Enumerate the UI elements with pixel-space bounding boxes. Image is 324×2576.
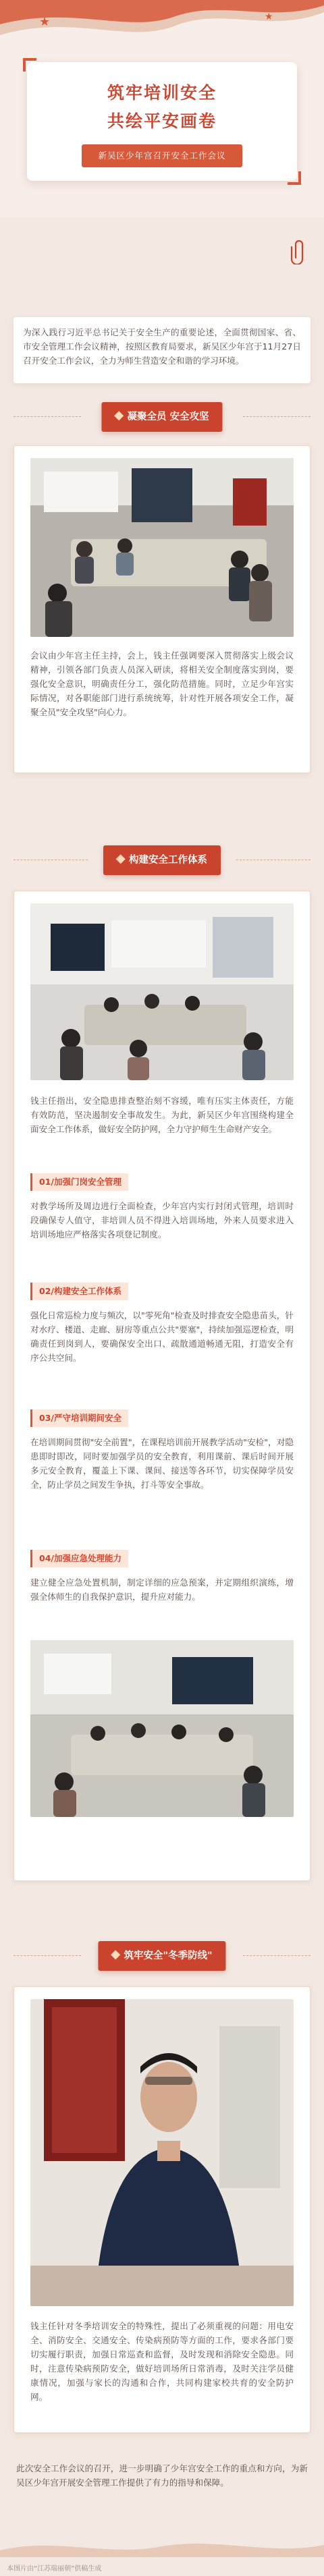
page-title-line1: 筑牢培训安全 <box>107 83 217 103</box>
section-heading-text: 构建安全工作体系 <box>129 855 207 866</box>
subheading-text: 强化日常巡检力度与频次，以"零死角"检查及时排查安全隐患苗头，针对水疗、楼道、走廊、厨房等重点公共"要塞"，持续加强巡逻检查，明确责任到岗到人，要确保安全出口、疏散通道畅通无阻，打造安全有序公共空间。 <box>30 1310 294 1363</box>
image-source-note: 本图片由“江苏瑞丽朝”供稿生成 <box>7 2565 102 2573</box>
page-subtitle: 新吴区少年宫召开安全工作会议 <box>82 144 242 167</box>
section-label-1 <box>0 402 324 432</box>
section-heading <box>98 1941 225 1971</box>
meeting-photo <box>30 1640 294 1817</box>
subheading-03: 03/严守培训期间安全 <box>30 1409 128 1427</box>
subheading-text: 对教学场所及周边进行全面检查，少年宫内实行封闭式管理，培训时段确保专人值守，非培训人员不得进入培训场地，外来人员要求进入培训场地应严格落实各项登记制度。 <box>30 1201 294 1239</box>
subheading-04: 04/加强应急处理能力 <box>30 1550 128 1567</box>
star-icon: ★ <box>265 11 273 22</box>
diamond-icon <box>111 1950 120 1959</box>
subheading-01: 01/加强门岗安全管理 <box>30 1173 128 1191</box>
section-label-3 <box>0 1941 324 1971</box>
intro-box <box>14 317 310 383</box>
divider <box>14 416 81 417</box>
divider <box>243 1955 310 1956</box>
section-heading-text: 筑牢安全"冬季防线" <box>124 1951 213 1961</box>
diamond-icon <box>116 854 126 864</box>
speaker-photo <box>30 1999 294 2306</box>
divider <box>243 416 310 417</box>
section-heading <box>101 402 222 432</box>
corner-decoration <box>288 171 301 185</box>
subheading-text: 建立健全应急处置机制，制定详细的应急预案，并定期组织演练，增强全体师生的自我保护意识，提升应对能力。 <box>30 1577 294 1602</box>
section-label-2 <box>0 845 324 875</box>
section-card-1 <box>14 445 310 773</box>
section-heading <box>103 845 221 875</box>
subheading-text: 在培训期间贯彻"安全前置"，在课程培训前开展教学活动"安检"，对隐患即时即改，同时要加强学员的安全教育，利用课前、课后时间开展多元安全教育，覆盖上下课、课间、接送等各环节，切实保障学员安全，防止学员之间发生争执，打斗等安全事故。 <box>30 1437 294 1490</box>
meeting-photo <box>30 903 294 1080</box>
star-icon: ★ <box>39 15 51 29</box>
diamond-icon <box>114 411 124 420</box>
section-paragraph: 会议由少年宫主任主持，会上，钱主任强调要深入贯彻落实上级会议精神，引领各部门负责人员深入研读，将相关安全制度落实到岗，要强化安全意识，明确责任分工，强化防范措施。同时，立足少年宫实际情况，对各职能部门进行系统统筹，针对性开展各项安全工作，凝聚全员"安全攻坚"向心力。 <box>30 650 294 717</box>
page-title-line2: 共绘平安画卷 <box>107 111 217 131</box>
subheading-02: 02/构建安全工作体系 <box>30 1283 128 1300</box>
paperclip-icon <box>290 237 308 264</box>
section-paragraph: 钱主任指出，安全隐患排查整治刻不容缓，唯有压实主体责任，方能有效防范，坚决遏制安全事故发生。为此，新吴区少年宫围绕构建全面安全工作体系，做好安全防护网，全力守护师生生命财产安全。 <box>30 1096 294 1134</box>
wave-decoration <box>0 2537 324 2557</box>
meeting-photo <box>30 458 294 637</box>
corner-decoration <box>23 58 36 72</box>
section-card-2 <box>14 891 310 1881</box>
closing-paragraph: 此次安全工作会议的召开，进一步明确了少年宫安全工作的重点和方向，为新吴区少年宫开展安全管理工作提供了有力的指导和保障。 <box>16 2463 308 2488</box>
divider <box>14 1955 81 1956</box>
section-heading-text: 凝聚全员 安全攻坚 <box>127 412 209 422</box>
intro-text: 为深入践行习近平总书记关于安全生产的重要论述，全面贯彻国家、省、市安全管理工作会议精神，按照区教育局要求，新吴区少年宫于11月27日召开安全工作会议，全力为师生营造安全和谐的学习环境。 <box>23 327 301 366</box>
title-card <box>27 62 297 181</box>
section-card-3 <box>14 1986 310 2433</box>
section-paragraph: 钱主任针对冬季培训安全的特殊性，提出了必须重视的问题：用电安全、消防安全、交通安全、传染病预防等方面的工作，要求各部门要切实履行职责，加强日常巡查和监督，及时发现和消除安全隐患。同时，注意传染病预防安全，做好培训场所日常消毒，及时关注学员健康情况，加强与家长的沟通和合作，共同构建家校共育的安全防护网。 <box>30 2321 294 2402</box>
header <box>0 0 324 217</box>
